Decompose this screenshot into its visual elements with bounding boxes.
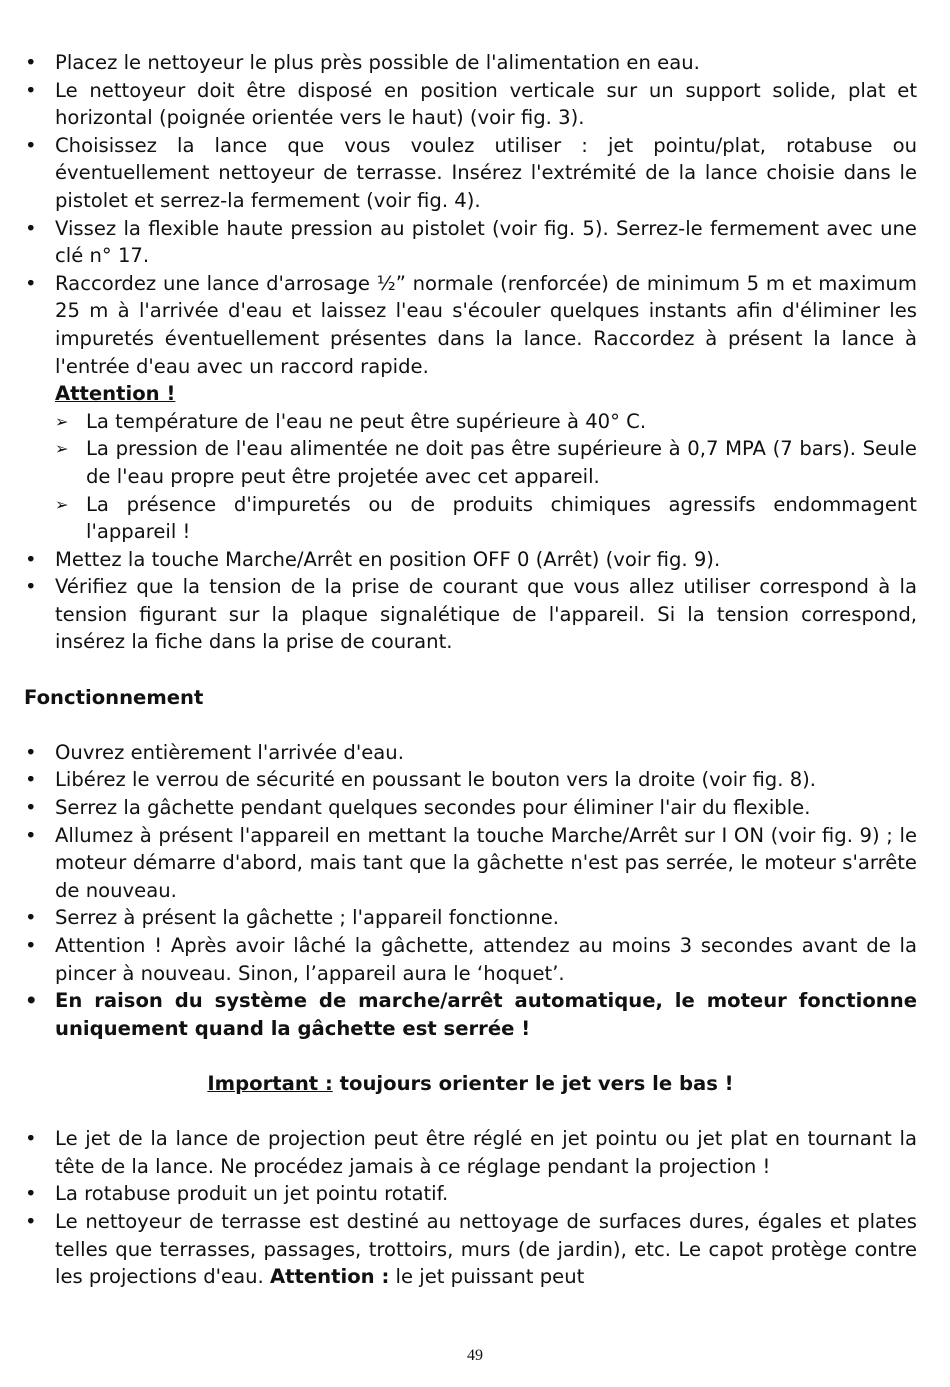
list-item: • La rotabuse produit un jet pointu rotatif. <box>24 1180 917 1208</box>
jets-list <box>24 1125 917 1291</box>
list-item: • Vérifiez que la tension de la prise de courant que vous allez utiliser correspond à la tension figurant sur la plaque signalétique de l'appareil. Si la tension correspond, insérez la fiche dans la prise de courant. <box>24 573 917 656</box>
important-label: Important : <box>207 1071 333 1095</box>
list-item: • Ouvrez entièrement l'arrivée d'eau. <box>24 739 917 767</box>
operation-list <box>24 739 917 1043</box>
list-item: • Allumez à présent l'appareil en mettant la touche Marche/Arrêt sur I ON (voir fig. 9) ; le moteur démarre d'abord, mais tant que la gâchette n'est pas serrée, le moteur s'arrête de nouveau. <box>24 822 917 905</box>
attention-item: ➢ La pression de l'eau alimentée ne doit pas être supérieure à 0,7 MPA (7 bars). Seule de l'eau propre peut être projetée avec cet appareil. <box>55 435 917 490</box>
list-item: • Mettez la touche Marche/Arrêt en position OFF 0 (Arrêt) (voir fig. 9). <box>24 546 917 574</box>
setup-list <box>24 49 917 656</box>
list-item <box>24 1208 917 1291</box>
terrace-tail: le jet puissant peut <box>389 1265 585 1289</box>
manual-page <box>24 49 917 1291</box>
list-item: • Vissez la flexible haute pression au pistolet (voir fig. 5). Serrez-le fermement avec une clé n° 17. <box>24 215 917 270</box>
warning-item: • En raison du système de marche/arrêt automatique, le moteur fonctionne uniquement quand la gâchette est serrée ! <box>24 987 917 1042</box>
list-item: • Le nettoyeur doit être disposé en position verticale sur un support solide, plat et horizontal (poignée orientée vers le haut) (voir fig. 3). <box>24 77 917 132</box>
terrace-attention: Attention : <box>270 1265 390 1289</box>
page-number: 49 <box>467 1347 483 1364</box>
attention-list <box>55 408 917 546</box>
list-item: • Le jet de la lance de projection peut être réglé en jet pointu ou jet plat en tournant la tête de la lance. Ne procédez jamais à ce réglage pendant la projection ! <box>24 1125 917 1180</box>
list-item: • Attention ! Après avoir lâché la gâchette, attendez au moins 3 secondes avant de la pincer à nouveau. Sinon, l’appareil aura le ‘hoquet’. <box>24 932 917 987</box>
attention-item: ➢ La présence d'impuretés ou de produits chimiques agressifs endommagent l'appareil ! <box>55 491 917 546</box>
important-text: toujours orienter le jet vers le bas ! <box>332 1071 734 1095</box>
attention-item: ➢ La température de l'eau ne peut être supérieure à 40° C. <box>55 408 917 436</box>
list-item: • Choisissez la lance que vous voulez utiliser : jet pointu/plat, rotabuse ou éventuellement nettoyeur de terrasse. Insérez l'extrémité de la lance choisie dans le pistolet et serrez-la fermement (voir fig. 4). <box>24 132 917 215</box>
list-item: • Serrez la gâchette pendant quelques secondes pour éliminer l'air du flexible. <box>24 794 917 822</box>
list-item: • Libérez le verrou de sécurité en poussant le bouton vers la droite (voir fig. 8). <box>24 766 917 794</box>
list-item: • Placez le nettoyeur le plus près possible de l'alimentation en eau. <box>24 49 917 77</box>
important-notice <box>24 1070 917 1098</box>
list-item: • Serrez à présent la gâchette ; l'appareil fonctionne. <box>24 904 917 932</box>
terrace-text: Le nettoyeur de terrasse est destiné au nettoyage de surfaces dures, égales et plates telles que terrasses, passages, trottoirs, murs (de jardin), etc. Le capot protège contre les projections d'eau. <box>55 1209 917 1289</box>
attention-label: Attention ! <box>55 382 176 406</box>
list-item <box>24 270 917 546</box>
water-hose-text: Raccordez une lance d'arrosage ½” normale (renforcée) de minimum 5 m et maximum 25 m à l'arrivée d'eau et laissez l'eau s'écouler quelques instants afin d'éliminer les impuretés éventuellement présentes dans la lance. Raccordez à présent la lance à l'entrée d'eau avec un raccord rapide. <box>55 271 917 378</box>
section-heading: Fonctionnement <box>24 685 204 709</box>
